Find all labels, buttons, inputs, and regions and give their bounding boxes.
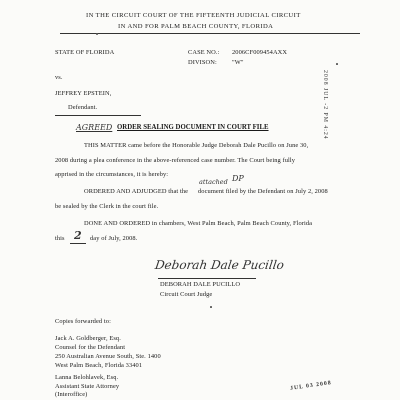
paragraph-2-line-2: be sealed by the Clerk in the court file.	[55, 203, 159, 210]
order-title: ORDER SEALING DOCUMENT IN COURT FILE	[117, 124, 269, 131]
handwritten-initials: DP	[232, 174, 244, 183]
handwritten-day: 2	[74, 229, 82, 242]
received-stamp: JUL 03 2008	[289, 380, 333, 392]
court-header-line-1: IN THE CIRCUIT COURT OF THE FIFTEENTH JUDICIAL CIRCUIT	[86, 12, 301, 19]
title-handwritten-agreed: AGREED	[76, 123, 113, 132]
signature-rule	[158, 278, 256, 279]
scan-speck	[336, 63, 338, 65]
recipient-1-line-1: Jack A. Goldberger, Esq.	[55, 335, 121, 342]
scan-speck	[210, 306, 212, 308]
judge-title: Circuit Court Judge	[160, 291, 213, 298]
paragraph-1-line-2: 2008 during a plea conference in the above-referenced case number. The Court being fully	[55, 157, 296, 164]
case-no-value: 2006CF009454AXX	[232, 49, 288, 56]
paragraph-3-this: this	[55, 235, 65, 242]
defendant-role: Defendant.	[68, 104, 98, 111]
paragraph-1-line-3: apprised in the circumstances, it is hereby:	[55, 171, 169, 178]
copies-heading: Copies forwarded to:	[55, 318, 111, 325]
plaintiff: STATE OF FLORIDA	[55, 49, 115, 56]
caption-rule	[55, 115, 141, 116]
recipient-1-line-3: 250 Australian Avenue South, Ste. 1400	[55, 353, 161, 360]
recipient-1-line-2: Counsel for the Defendant	[55, 344, 126, 351]
recipient-2-line-2: Assistant State Attorney	[55, 383, 120, 390]
division-value: "W"	[232, 59, 244, 66]
paragraph-1-line-1: THIS MATTER came before the Honorable Judge Deborah Dale Pucillo on June 30,	[84, 142, 309, 149]
paragraph-3-rest: day of July, 2008.	[90, 235, 138, 242]
division-label: DIVISON:	[188, 59, 217, 66]
paragraph-2-line-1-end: document filed by the Defendant on July 2, 2008	[198, 188, 328, 195]
recipient-2-line-1: Lanna Belohlavek, Esq.	[55, 374, 119, 381]
versus: vs.	[55, 74, 63, 81]
recipient-2-line-3: (Interoffice)	[55, 391, 88, 398]
handwritten-insert-attached: attached	[199, 178, 228, 186]
defendant-name: JEFFREY EPSTEIN,	[55, 90, 112, 97]
scan-speck	[96, 33, 98, 35]
header-rule	[60, 33, 360, 34]
paragraph-3-line-1: DONE AND ORDERED in chambers, West Palm Beach, Palm Beach County, Florida	[84, 220, 313, 227]
case-no-label: CASE NO.:	[188, 49, 220, 56]
filing-stamp: 2008 JUL -2 PM 4:24	[322, 70, 328, 140]
paragraph-2-line-1-start: ORDERED AND ADJUDGED that the	[84, 188, 189, 195]
court-header-line-2: IN AND FOR PALM BEACH COUNTY, FLORIDA	[118, 23, 274, 30]
recipient-1-line-4: West Palm Beach, Florida 33401	[55, 362, 143, 369]
judge-signature: Deborah Dale Pucillo	[154, 258, 285, 272]
day-blank-rule	[70, 243, 86, 244]
judge-name: DEBORAH DALE PUCILLO	[160, 281, 241, 288]
